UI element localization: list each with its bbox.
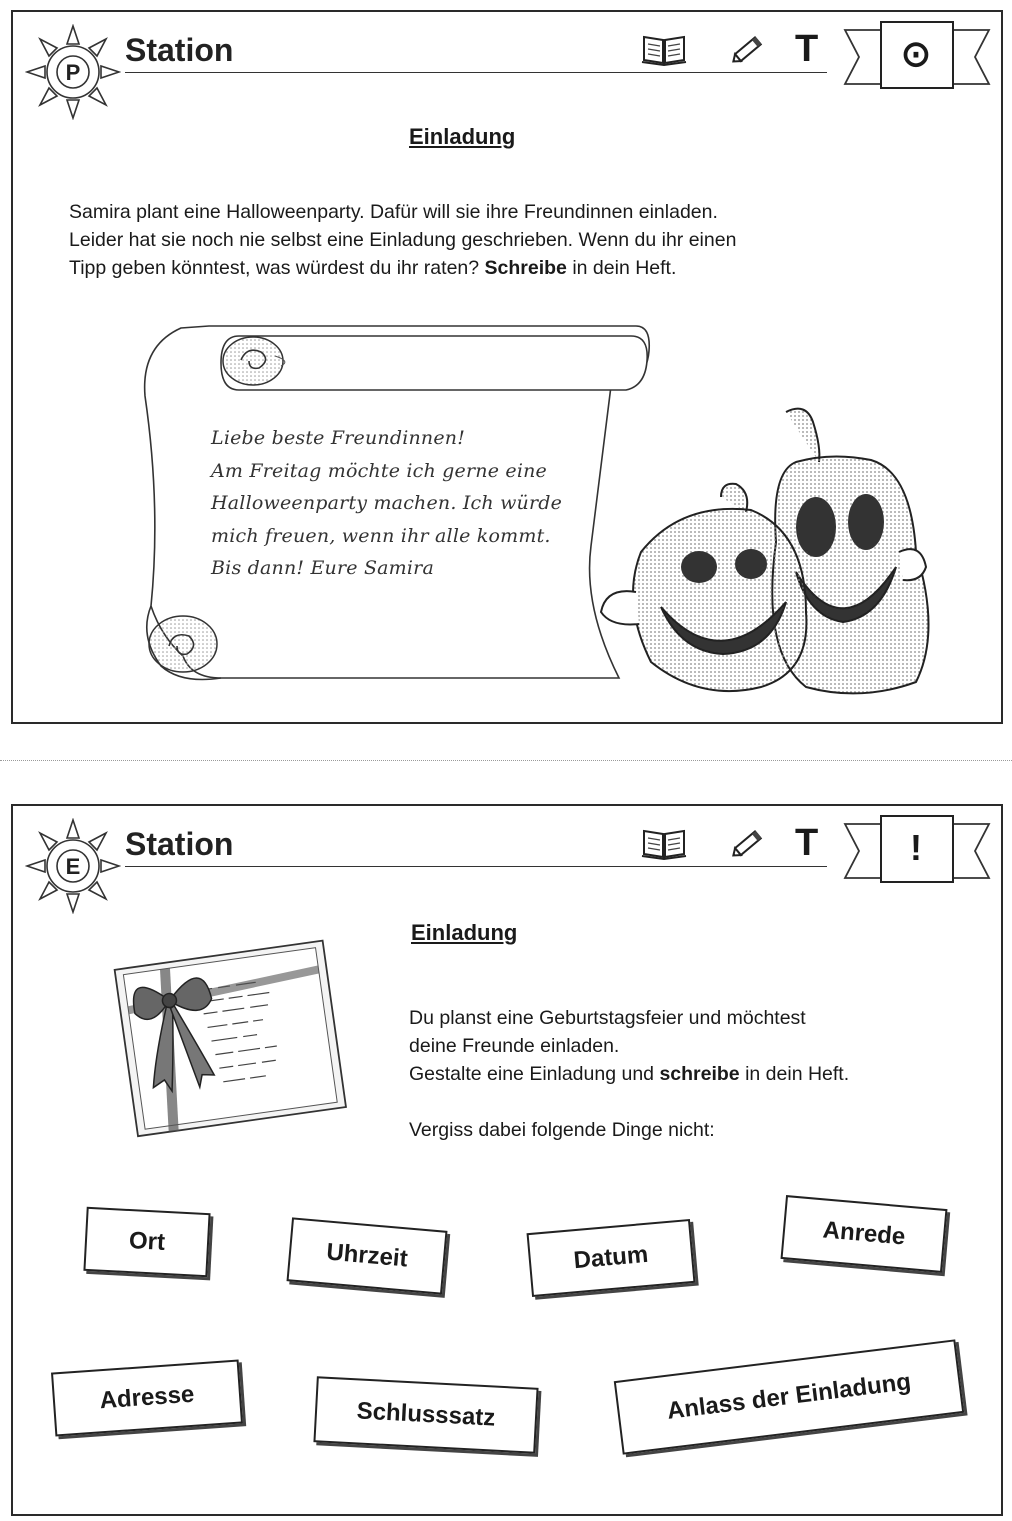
station-title: Station <box>125 826 234 862</box>
text-icon: T <box>795 28 819 70</box>
target-icon: ⊙ <box>900 33 932 74</box>
tag-datum: Datum <box>527 1219 696 1297</box>
book-icon <box>641 826 687 860</box>
worksheet-title: Einladung <box>409 124 516 149</box>
text-icon: T <box>795 822 819 864</box>
pencil-icon <box>729 32 769 66</box>
tag-anrede: Anrede <box>781 1195 948 1273</box>
header-rule <box>125 72 827 73</box>
station-title: Station <box>125 32 234 68</box>
header-rule <box>125 866 827 867</box>
pumpkins-illustration <box>581 402 931 702</box>
worksheet-title: Einladung <box>411 920 518 945</box>
tag-schlusssatz: Schlusssatz <box>313 1376 538 1454</box>
invitation-card-illustration <box>113 926 353 1146</box>
svg-text:E: E <box>65 854 81 879</box>
invitation-letter: Liebe beste Freundinnen! Am Freitag möchte ich gerne eine Halloweenparty machen. Ich würde mich freuen, wenn ihr alle kommt. Bis dann! Eure Samira <box>211 427 563 579</box>
exclamation-icon: ! <box>910 827 922 868</box>
task-text: Samira plant eine Halloweenparty. Dafür will sie ihre Freundinnen einladen. Leider hat sie noch nie selbst eine Einladung geschrieben. Wenn du ihr einen Tipp geben könntest, was würdest du ihr raten? Schreibe in dein Heft. <box>69 201 737 279</box>
station-card-e <box>11 804 1003 1516</box>
reminder-text: Vergiss dabei folgende Dinge nicht: <box>409 1119 715 1141</box>
task-text: Du planst eine Geburtstagsfeier und möchtest deine Freunde einladen. Gestalte eine Einladung und schreibe in dein Heft. <box>409 1007 850 1085</box>
tag-uhrzeit: Uhrzeit <box>287 1217 448 1294</box>
pencil-icon <box>729 826 769 860</box>
sun-badge-icon <box>25 24 121 120</box>
tag-anlass-der-einladung: Anlass der Einladung <box>614 1339 964 1454</box>
station-card-p <box>11 10 1003 724</box>
tag-adresse: Adresse <box>51 1360 243 1437</box>
tag-ort: Ort <box>83 1207 210 1277</box>
svg-text:P: P <box>65 60 81 85</box>
sun-badge-icon <box>25 818 121 914</box>
cut-line <box>0 760 1012 761</box>
book-icon <box>641 32 687 66</box>
